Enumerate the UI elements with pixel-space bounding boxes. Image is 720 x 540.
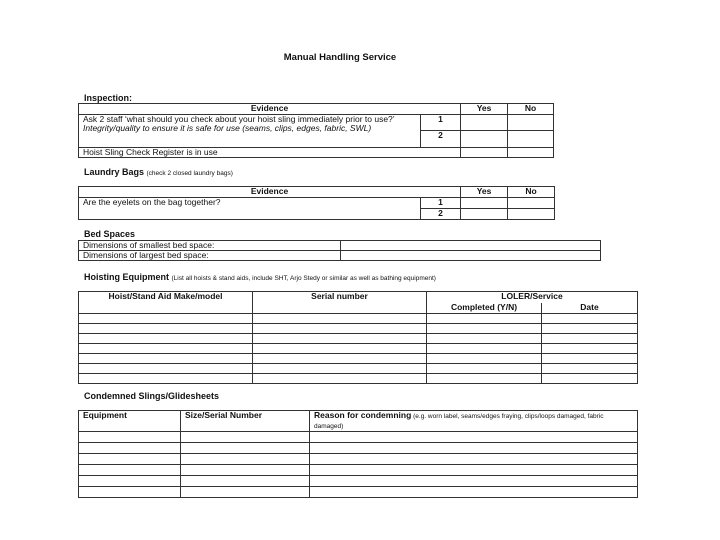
- laundry-table: [78, 186, 555, 220]
- date-header: Date: [542, 303, 638, 314]
- table-row[interactable]: [79, 334, 638, 344]
- yes-header: Yes: [461, 187, 508, 198]
- loler-header: LOLER/Service: [427, 292, 638, 303]
- smallest-bed-value[interactable]: [341, 241, 601, 251]
- inspection-table: [78, 103, 554, 158]
- table-row[interactable]: [79, 432, 638, 443]
- serial-header: Serial number: [253, 292, 427, 314]
- table-row[interactable]: [79, 476, 638, 487]
- no-cell[interactable]: [508, 131, 554, 148]
- evidence-header: Evidence: [79, 104, 461, 115]
- no-header: No: [508, 187, 555, 198]
- table-row[interactable]: [79, 454, 638, 465]
- inspection-question: Ask 2 staff ‘what should you check about your hoist sling immediately prior to use?’ Integrity/quality to ensure it is safe for use (seams, clips, edges, fabric, SWL): [79, 115, 421, 148]
- yes-cell[interactable]: [461, 131, 508, 148]
- condemned-table: [78, 410, 638, 498]
- no-cell[interactable]: [508, 209, 555, 220]
- no-cell[interactable]: [508, 198, 555, 209]
- make-header: Hoist/Stand Aid Make/model: [79, 292, 253, 314]
- bed-spaces-table: [78, 240, 601, 261]
- yes-cell[interactable]: [461, 148, 508, 158]
- table-row[interactable]: [79, 465, 638, 476]
- reason-header: Reason for condemning (e.g. worn label, seams/edges fraying, clips/loops damaged, fabric damaged): [310, 411, 638, 432]
- equipment-header: Equipment: [79, 411, 181, 432]
- table-row[interactable]: [79, 324, 638, 334]
- table-row[interactable]: [79, 364, 638, 374]
- yes-cell[interactable]: [461, 209, 508, 220]
- evidence-header: Evidence: [79, 187, 461, 198]
- condemned-heading: Condemned Slings/Glidesheets: [84, 391, 220, 401]
- table-row[interactable]: [79, 354, 638, 364]
- hoisting-table: [78, 291, 638, 384]
- table-row[interactable]: [79, 314, 638, 324]
- row-number: 2: [421, 209, 461, 220]
- largest-bed-label: Dimensions of largest bed space:: [79, 251, 341, 261]
- table-row[interactable]: [79, 443, 638, 454]
- smallest-bed-label: Dimensions of smallest bed space:: [79, 241, 341, 251]
- row-number: 1: [421, 115, 461, 131]
- row-number: 2: [421, 131, 461, 148]
- yes-header: Yes: [461, 104, 508, 115]
- table-row[interactable]: [79, 374, 638, 384]
- register-row: Hoist Sling Check Register is in use: [79, 148, 461, 158]
- no-cell[interactable]: [508, 115, 554, 131]
- completed-header: Completed (Y/N): [427, 303, 542, 314]
- laundry-heading: Laundry Bags (check 2 closed laundry bags): [84, 167, 233, 177]
- laundry-question: Are the eyelets on the bag together?: [79, 198, 421, 220]
- row-number: 1: [421, 198, 461, 209]
- size-header: Size/Serial Number: [181, 411, 310, 432]
- bed-spaces-heading: Bed Spaces: [84, 229, 136, 239]
- yes-cell[interactable]: [461, 115, 508, 131]
- hoisting-heading: Hoisting Equipment (List all hoists & stand aids, include SHT, Arjo Stedy or similar as well as bathing equipment): [84, 272, 436, 282]
- no-header: No: [508, 104, 554, 115]
- yes-cell[interactable]: [461, 198, 508, 209]
- no-cell[interactable]: [508, 148, 554, 158]
- table-row[interactable]: [79, 487, 638, 498]
- inspection-heading: Inspection:: [84, 93, 133, 103]
- page-title: Manual Handling Service: [283, 52, 397, 63]
- table-row[interactable]: [79, 344, 638, 354]
- largest-bed-value[interactable]: [341, 251, 601, 261]
